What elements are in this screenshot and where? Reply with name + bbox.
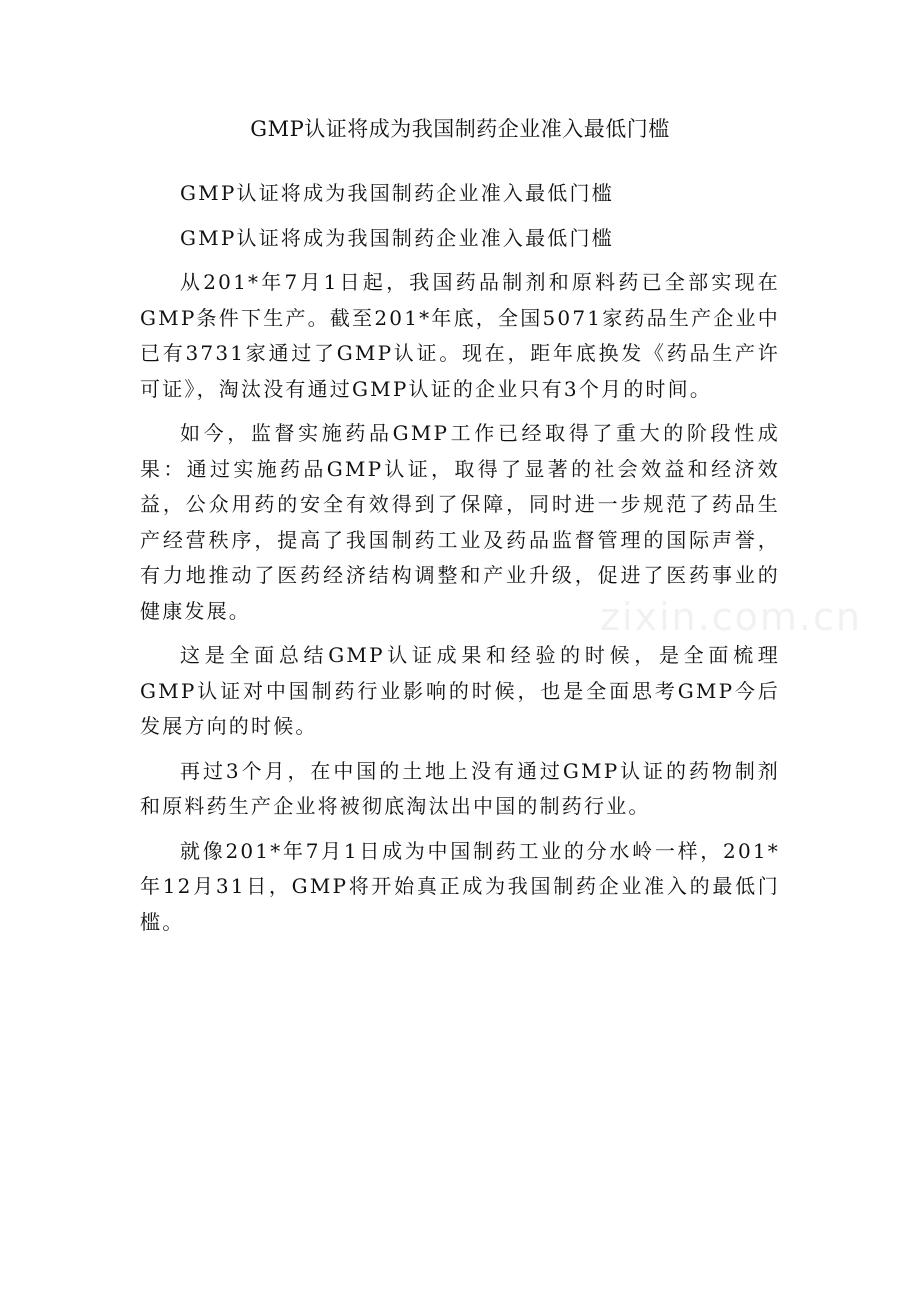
paragraph: GMP认证将成为我国制药企业准入最低门槛 xyxy=(180,181,614,205)
paragraph: 这是全面总结GMP认证成果和经验的时候，是全面梳理GMP认证对中国制药行业影响的时候，也是全面思考GMP今后发展方向的时候。 xyxy=(140,643,780,738)
paragraph: 就像201*年7月1日成为中国制药工业的分水岭一样，201*年12月31日，GMP将开始真正成为我国制药企业准入的最低门槛。 xyxy=(140,838,780,934)
paragraph: 如今，监督实施药品GMP工作已经取得了重大的阶段性成果：通过实施药品GMP认证，取得了显著的社会效益和经济效益，公众用药的安全有效得到了保障，同时进一步规范了药品生产经营秩序，提高了我国制药工业及药品监督管理的国际声誉，有力地推动了医药经济结构调整和产业升级，促进了医药事业的健康发展。 xyxy=(140,421,780,623)
paragraph: GMP认证将成为我国制药企业准入最低门槛 xyxy=(180,225,614,250)
document-body xyxy=(140,176,780,949)
paragraph: 再过3个月，在中国的土地上没有通过GMP认证的药物制剂和原料药生产企业将被彻底淘汰出中国的制药行业。 xyxy=(140,758,780,818)
document-title: GMP认证将成为我国制药企业准入最低门槛 xyxy=(250,117,670,141)
paragraph: 从201*年7月1日起，我国药品制剂和原料药已全部实现在GMP条件下生产。截至201*年底，全国5071家药品生产企业中已有3731家通过了GMP认证。现在，距年底换发《药品生产许可证》，淘汰没有通过GMP认证的企业只有3个月的时间。 xyxy=(140,270,780,401)
watermark: zixin.com.cn xyxy=(600,595,862,639)
